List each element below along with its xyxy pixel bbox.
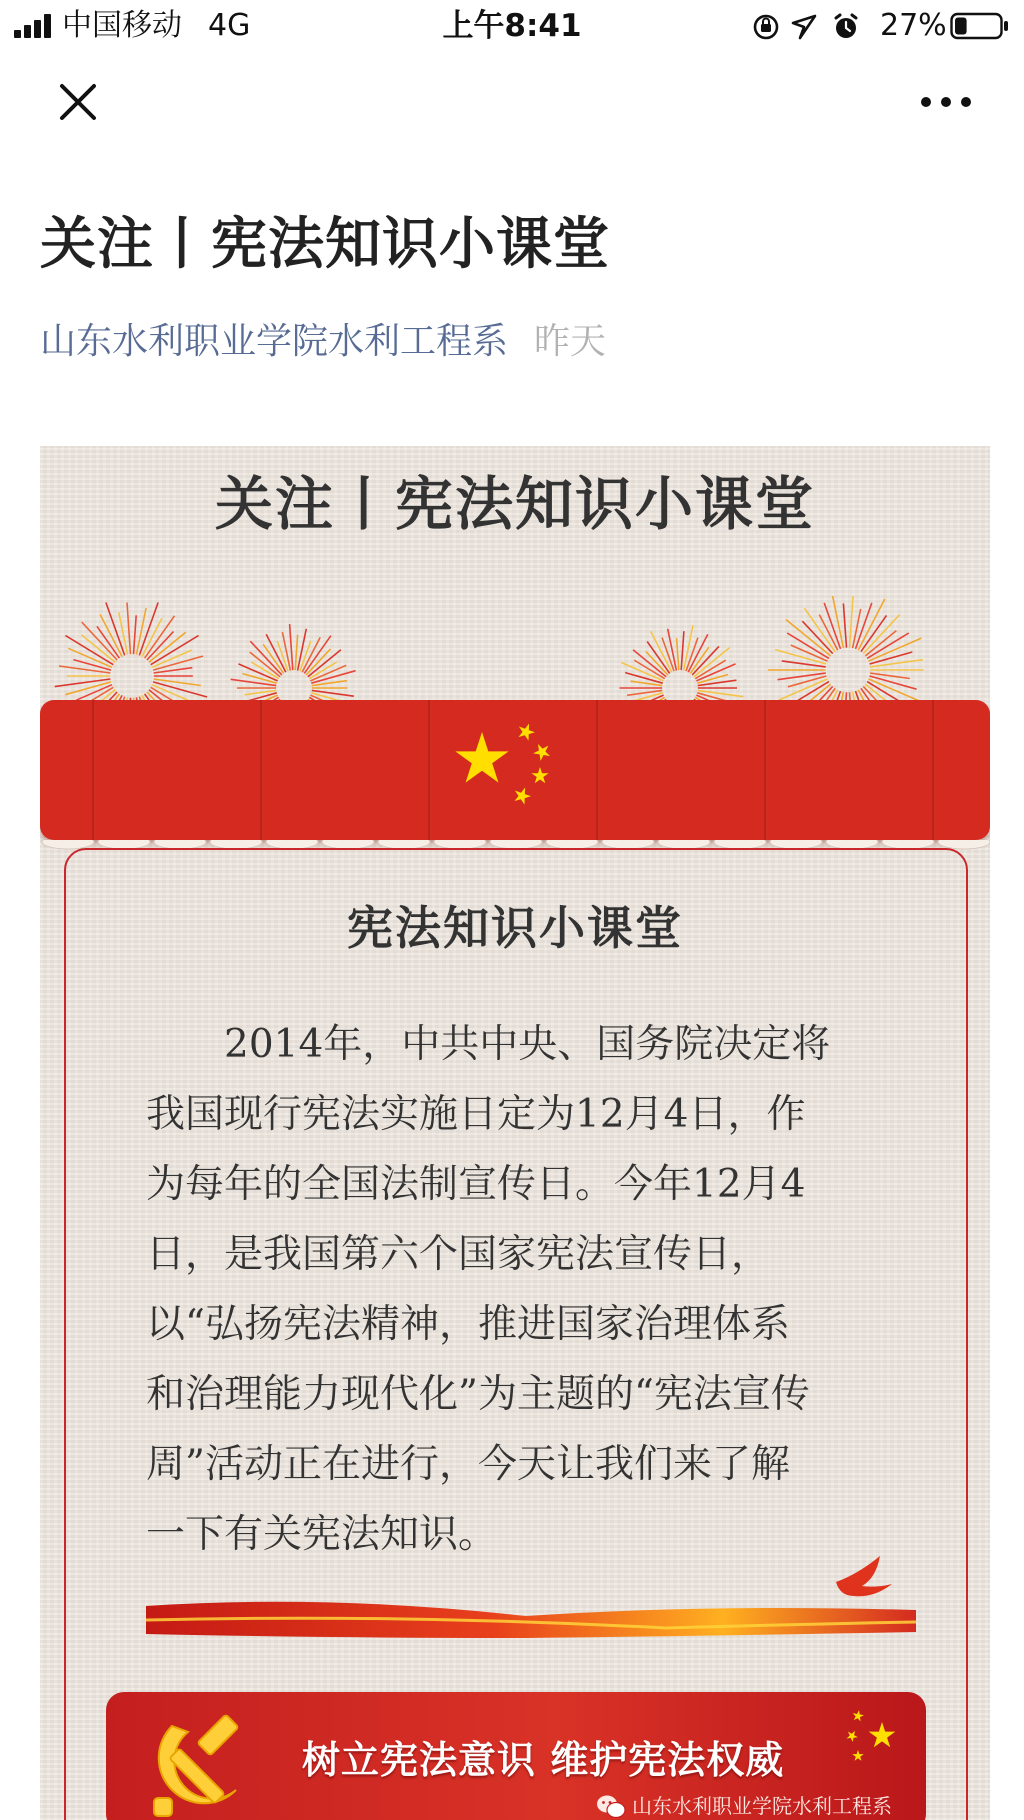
firework-ray bbox=[250, 641, 281, 675]
battery-percent: 27% bbox=[880, 8, 947, 43]
author-link[interactable]: 山东水利职业学院水利工程系 bbox=[40, 321, 509, 362]
firework-ray bbox=[698, 690, 744, 696]
body-line: 为每年的全国法制宣传日。今年12月4 bbox=[146, 1162, 806, 1207]
location-arrow-icon bbox=[793, 16, 815, 38]
body-line: 日，是我国第六个国家宪法宣传日， bbox=[146, 1232, 771, 1277]
firework-ray bbox=[127, 603, 131, 655]
firework-ray bbox=[55, 679, 111, 687]
firework-ray bbox=[853, 609, 861, 648]
content-title: 宪法知识小课堂 bbox=[347, 901, 683, 955]
poster-title: 关注丨宪法知识小课堂 bbox=[214, 470, 815, 538]
wechat-icon bbox=[596, 1794, 626, 1820]
slogan-banner bbox=[106, 1692, 926, 1820]
close-icon[interactable] bbox=[56, 80, 100, 124]
more-dots-icon[interactable] bbox=[920, 90, 972, 114]
status-bar bbox=[0, 0, 1024, 52]
carrier-name: 中国移动 bbox=[62, 8, 182, 43]
stars-decoration bbox=[842, 1706, 902, 1776]
red-banner-band bbox=[40, 700, 990, 840]
article-title: 关注丨宪法知识小课堂 bbox=[40, 212, 610, 277]
publish-date: 昨天 bbox=[534, 321, 607, 362]
firework-ray bbox=[295, 635, 297, 670]
content-body bbox=[146, 1010, 906, 1570]
alarm-icon bbox=[836, 15, 856, 38]
body-line: 以“弘扬宪法精神，推进国家治理体系 bbox=[146, 1302, 790, 1347]
dove-icon bbox=[836, 1556, 892, 1596]
body-line: 我国现行宪法实施日定为12月4日，作 bbox=[146, 1092, 806, 1137]
five-star-flag-icon bbox=[452, 718, 562, 818]
status-icons bbox=[752, 12, 872, 42]
hammer-sickle-emblem-icon bbox=[142, 1712, 252, 1820]
firework-ray bbox=[850, 596, 854, 648]
firework-ray bbox=[843, 603, 846, 647]
battery-icon bbox=[950, 12, 1010, 40]
article-meta bbox=[40, 318, 606, 366]
firework-ray bbox=[677, 638, 679, 670]
red-ribbon-decoration bbox=[146, 1554, 916, 1644]
banner-slogan: 树立宪法意识 维护宪法权威 bbox=[302, 1738, 785, 1782]
firework-ray bbox=[134, 615, 137, 654]
clock: 上午8:41 bbox=[442, 8, 582, 44]
firework-ray bbox=[119, 612, 128, 654]
firework-ray bbox=[82, 622, 117, 660]
firework-ray bbox=[863, 615, 899, 654]
orientation-lock-icon bbox=[755, 16, 777, 38]
body-line: 2014年，中共中央、国务院决定将 bbox=[224, 1022, 831, 1067]
banner-source: 山东水利职业学院水利工程系 bbox=[632, 1794, 892, 1818]
firework-ray bbox=[681, 631, 684, 670]
firework-ray bbox=[290, 624, 293, 670]
article-poster-image[interactable] bbox=[40, 446, 990, 1820]
network-type: 4G bbox=[208, 8, 251, 43]
firework-ray bbox=[231, 679, 277, 685]
body-line: 周”活动正在进行，今天让我们来了解 bbox=[146, 1442, 790, 1487]
body-line: 一下有关宪法知识。 bbox=[146, 1512, 498, 1557]
body-line: 和治理能力现代化”为主题的“宪法宣传 bbox=[146, 1372, 810, 1417]
